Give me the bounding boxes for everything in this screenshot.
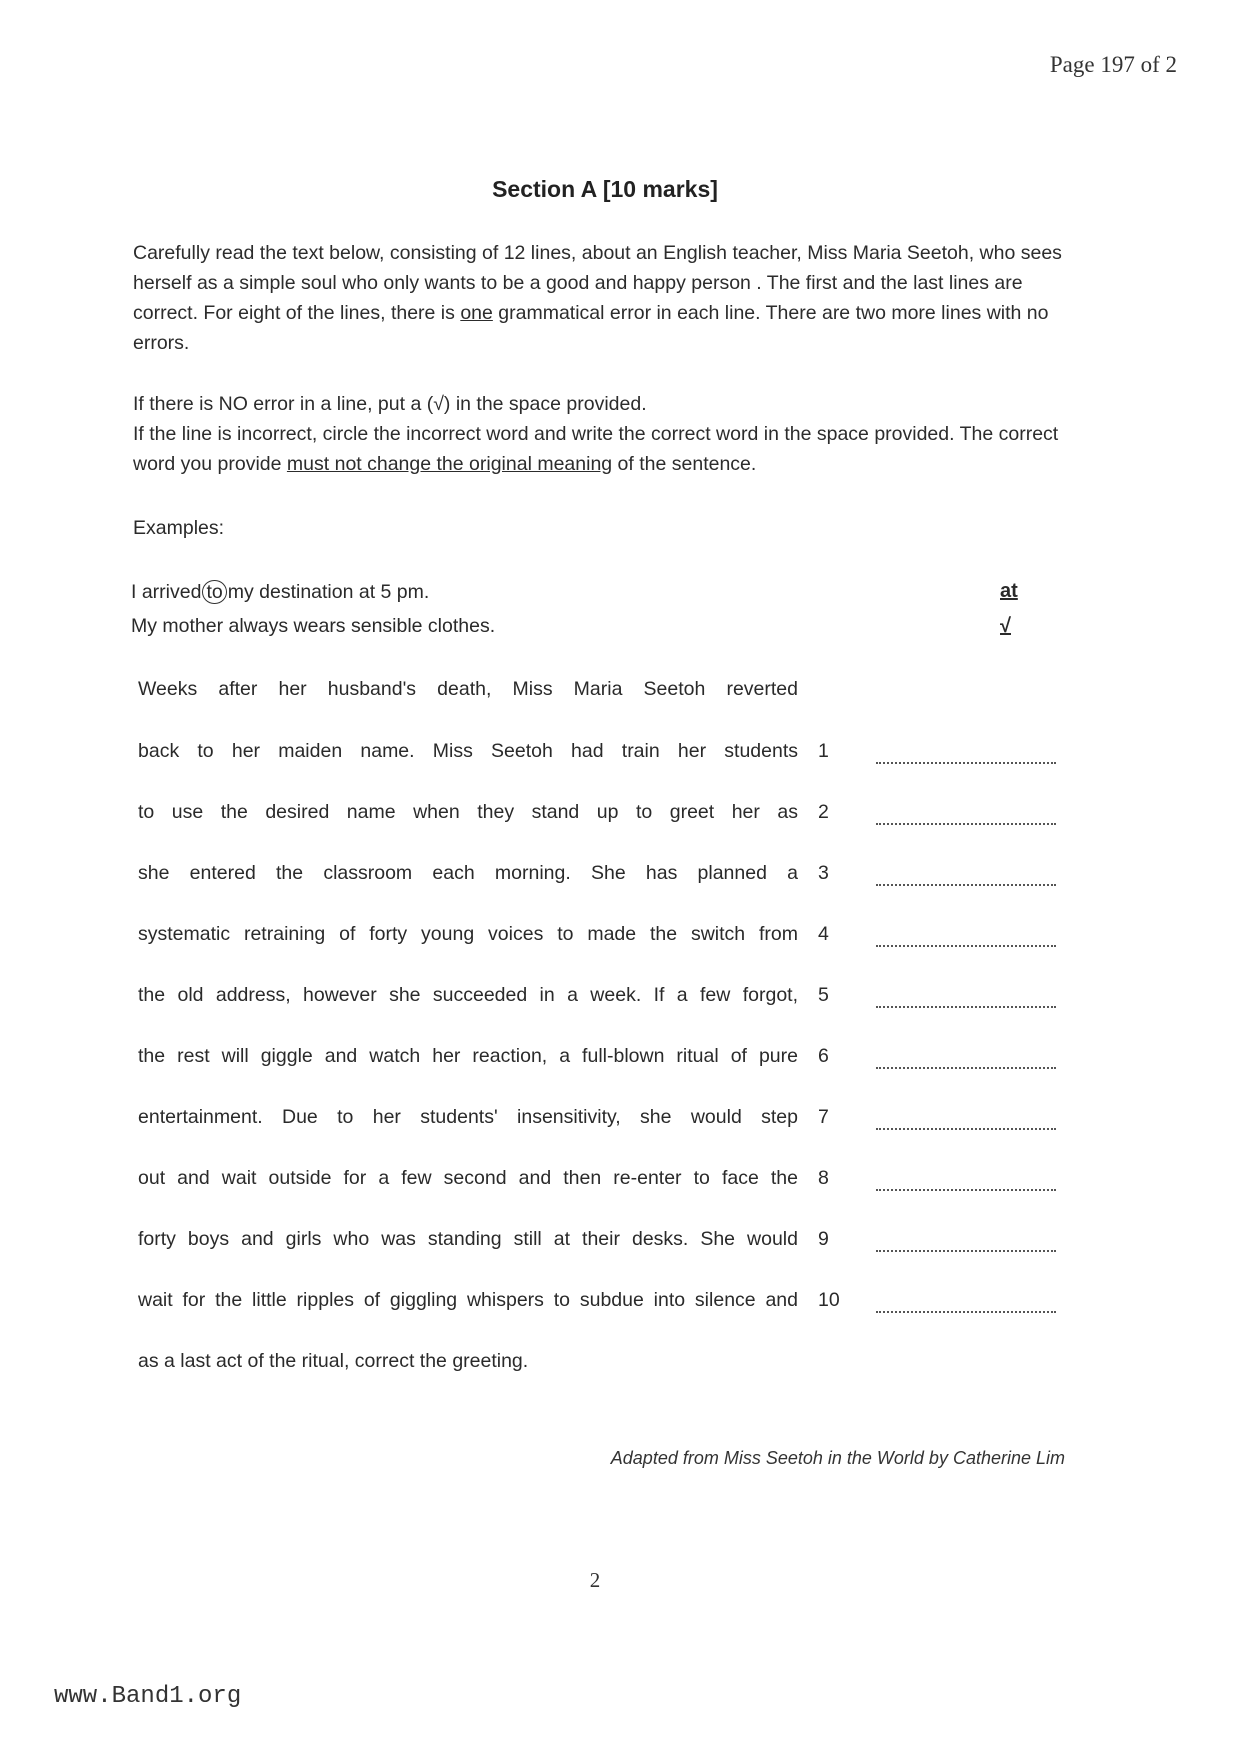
line-number: 1 bbox=[818, 740, 829, 762]
line-text: back to her maiden name. Miss Seetoh had train her students bbox=[138, 740, 798, 762]
answer-blank[interactable] bbox=[876, 1167, 1056, 1191]
instructions-text: of the sentence. bbox=[612, 453, 757, 475]
section-title: Section A [10 marks] bbox=[492, 176, 718, 202]
line-text: entertainment. Due to her students' insensitivity, she would step bbox=[138, 1106, 798, 1128]
example-1 bbox=[131, 580, 429, 604]
passage-line bbox=[138, 1045, 1058, 1075]
line-text: wait for the little ripples of giggling whispers to subdue into silence and bbox=[138, 1289, 798, 1311]
no-error-instruction: If there is NO error in a line, put a (√) in the space provided. bbox=[133, 393, 647, 415]
circled-word: to bbox=[202, 580, 226, 604]
footer-page-number: 2 bbox=[589, 1568, 601, 1592]
answer-blank[interactable] bbox=[876, 923, 1056, 947]
page-number: Page 197 of 2 bbox=[1049, 52, 1177, 77]
passage-line bbox=[138, 1106, 1058, 1136]
answer-blank[interactable] bbox=[876, 984, 1056, 1008]
line-number: 6 bbox=[818, 1045, 829, 1067]
line-number: 5 bbox=[818, 984, 829, 1006]
passage-line bbox=[138, 1289, 1058, 1319]
watermark-url: www.Band1.org bbox=[54, 1683, 242, 1710]
example-2: My mother always wears sensible clothes. bbox=[131, 615, 496, 637]
line-number: 2 bbox=[818, 801, 829, 823]
example-1-before: I arrived bbox=[131, 581, 202, 603]
instructions-paragraph-2 bbox=[133, 389, 1073, 479]
line-number: 9 bbox=[818, 1228, 829, 1250]
line-text: the old address, however she succeeded in a week. If a few forgot, bbox=[138, 984, 798, 1006]
passage-line bbox=[138, 862, 1058, 892]
line-text: Weeks after her husband's death, Miss Maria Seetoh reverted bbox=[138, 678, 798, 700]
passage-line bbox=[138, 1167, 1058, 1197]
example-1-after: my destination at 5 pm. bbox=[227, 581, 430, 603]
line-text: forty boys and girls who was standing still at their desks. She would bbox=[138, 1228, 798, 1250]
line-text: the rest will giggle and watch her reaction, a full-blown ritual of pure bbox=[138, 1045, 798, 1067]
emphasis-meaning: must not change the original meaning bbox=[286, 453, 613, 475]
line-text: systematic retraining of forty young voices to made the switch from bbox=[138, 923, 798, 945]
line-text: as a last act of the ritual, correct the greeting. bbox=[138, 1350, 529, 1372]
passage-line bbox=[138, 1228, 1058, 1258]
line-number: 8 bbox=[818, 1167, 829, 1189]
instructions-text: If the line is incorrect, circle the incorrect word and write the correct word in the space provided. The correct word you provide bbox=[133, 423, 1059, 475]
answer-blank[interactable] bbox=[876, 862, 1056, 886]
instructions-text: Carefully read the text below, consisting of 12 lines, about an English teacher, Miss Maria Seetoh, who sees herself as a simple soul who only wants to be a good and happy person . The first and the last lines are correct. For eight of the lines, there is bbox=[133, 242, 1062, 324]
emphasis-one: one bbox=[460, 302, 493, 324]
instructions-text: grammatical error in each line. There are two more lines with no errors. bbox=[133, 302, 1049, 354]
passage-line bbox=[138, 984, 1058, 1014]
answer-blank[interactable] bbox=[876, 1045, 1056, 1069]
line-text: to use the desired name when they stand up to greet her as bbox=[138, 801, 798, 823]
answer-blank[interactable] bbox=[876, 1228, 1056, 1252]
source-citation: Adapted from Miss Seetoh in the World by Catherine Lim bbox=[610, 1448, 1065, 1468]
passage-line bbox=[138, 1350, 1058, 1380]
error-instruction bbox=[133, 419, 1073, 479]
answer-blank[interactable] bbox=[876, 740, 1056, 764]
line-number: 10 bbox=[818, 1289, 840, 1311]
example-1-answer: at bbox=[1000, 580, 1018, 602]
examples-label: Examples: bbox=[133, 517, 225, 539]
line-text: she entered the classroom each morning. She has planned a bbox=[138, 862, 798, 884]
answer-blank[interactable] bbox=[876, 1289, 1056, 1313]
line-number: 7 bbox=[818, 1106, 829, 1128]
passage-line bbox=[138, 801, 1058, 831]
line-text: out and wait outside for a few second and then re-enter to face the bbox=[138, 1167, 798, 1189]
example-2-answer: √ bbox=[1000, 615, 1011, 637]
instructions-paragraph-1 bbox=[133, 238, 1073, 358]
answer-blank[interactable] bbox=[876, 1106, 1056, 1130]
answer-blank[interactable] bbox=[876, 801, 1056, 825]
line-number: 3 bbox=[818, 862, 829, 884]
passage-line bbox=[138, 740, 1058, 770]
passage-line bbox=[138, 678, 1058, 708]
passage-line bbox=[138, 923, 1058, 953]
line-number: 4 bbox=[818, 923, 829, 945]
